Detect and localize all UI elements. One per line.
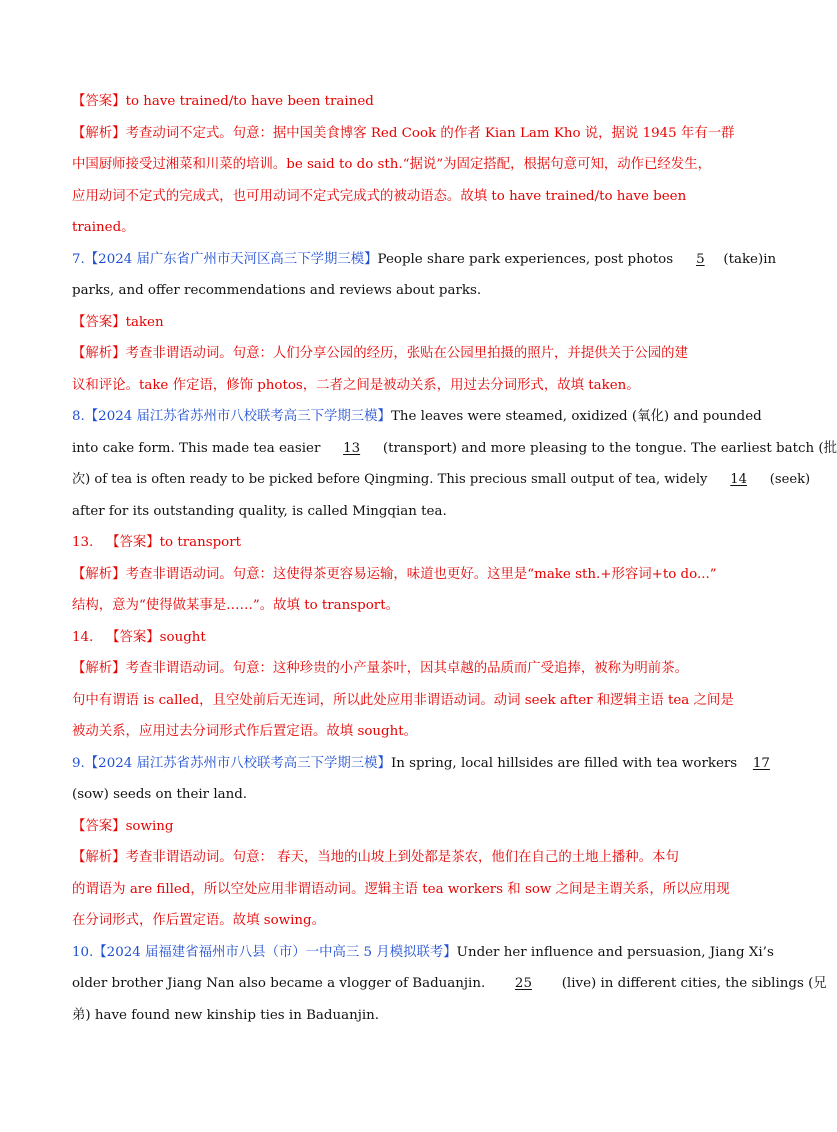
blank-number: 5 xyxy=(696,251,705,267)
analysis-line: 【解析】考查非谓语动词。句意：人们分享公园的经历，张贴在公园里拍摄的照片，并提供关于公园的建 xyxy=(72,346,688,361)
answer-line: 【答案】taken xyxy=(72,314,164,330)
question-line: after for its outstanding quality, is called Mingqian tea. xyxy=(72,503,447,519)
blank-number: 25 xyxy=(514,976,532,991)
answer-text: to have trained/to have been trained xyxy=(125,94,374,109)
analysis-line: 议和评论。take 作定语，修饰 photos，二者之间是被动关系，用过去分词形式，故填 taken。 xyxy=(72,377,640,393)
question-line: 次) of tea is often ready to be picked before Qingming. This precious small output of tea, widely 14 (seek) xyxy=(72,470,732,502)
analysis-line: 结构，意为“使得做某事是……”。故填 to transport。 xyxy=(72,598,399,613)
question-line: 10.【2024 届福建省福州市八县（市）一中高三 5 月模拟联考】Under her influence and persuasion, Jiang Xi’s xyxy=(72,944,774,960)
answer-text: taken xyxy=(125,314,164,330)
question-line: 8.【2024 届江苏省苏州市八校联考高三下学期三模】The leaves were steamed, oxidized (氧化) and pounded xyxy=(72,409,762,424)
analysis-line: 被动关系，应用过去分词形式作后置定语。故填 sought。 xyxy=(72,724,417,739)
question-line: parks, and offer recommendations and reviews about parks. xyxy=(72,283,482,298)
analysis-line: 【解析】考查动词不定式。句意：据中国美食博客 Red Cook 的作者 Kian Lam Kho 说，据说 1945 年有一群 xyxy=(72,125,735,141)
document-page xyxy=(72,92,837,1037)
question-source: 【2024 届江苏省苏州市八校联考高三下学期三模】 xyxy=(84,409,391,424)
blank-number: 17 xyxy=(752,755,770,771)
answer-line: 【答案】to have trained/to have been trained xyxy=(72,94,374,109)
question-number: 8. xyxy=(72,409,85,424)
answer-text: to transport xyxy=(159,535,242,550)
question-line: 9.【2024 届江苏省苏州市八校联考高三下学期三模】In spring, local hillsides are filled with tea workers 17 xyxy=(72,754,732,786)
question-line: 弟) have found new kinship ties in Baduanjin. xyxy=(72,1007,380,1023)
sub-number: 14. xyxy=(72,629,94,645)
question-number: 7. xyxy=(72,251,85,267)
question-source: 【2024 届江苏省苏州市八校联考高三下学期三模】 xyxy=(84,755,391,771)
answer-text: sowing xyxy=(125,818,174,834)
analysis-line: 【解析】考查非谓语动词。句意： 春天，当地的山坡上到处都是茶农，他们在自己的土地上播种。本句 xyxy=(72,850,679,865)
analysis-line: 在分词形式，作后置定语。故填 sowing。 xyxy=(72,913,325,928)
question-number: 10. xyxy=(72,944,94,960)
analysis-line: 句中有谓语 is called，且空处前后无连词，所以此处应用非谓语动词。动词 seek after 和逻辑主语 tea 之间是 xyxy=(72,692,734,708)
question-line: 7.【2024 届广东省广州市天河区高三下学期三模】People share park experiences, post photos 5 (take)in xyxy=(72,250,732,282)
analysis-line: 【解析】考查非谓语动词。句意：这种珍贵的小产量茶叶，因其卓越的品质而广受追捧，被称为明前茶。 xyxy=(72,661,688,676)
analysis-line: 【解析】考查非谓语动词。句意：这使得茶更容易运输，味道也更好。这里是“make sth.+形容词+to do...” xyxy=(72,566,717,582)
answer-line: 14. 【答案】sought xyxy=(72,629,206,645)
analysis-line: 中国厨师接受过湘菜和川菜的培训。be said to do sth.“据说”为固定搭配，根据句意可知，动作已经发生， xyxy=(72,157,711,172)
question-source: 【2024 届福建省福州市八县（市）一中高三 5 月模拟联考】 xyxy=(93,944,457,960)
answer-text: sought xyxy=(159,629,206,645)
answer-line: 【答案】sowing xyxy=(72,818,174,834)
question-source: 【2024 届广东省广州市天河区高三下学期三模】 xyxy=(84,251,378,267)
sub-number: 13. xyxy=(72,535,94,550)
blank-number: 13 xyxy=(343,440,361,456)
question-line: older brother Jiang Nan also became a vlogger of Baduanjin. 25 (live) in different cities, the siblings (兄 xyxy=(72,974,732,1006)
analysis-line: 应用动词不定式的完成式，也可用动词不定式完成式的被动语态。故填 to have trained/to have been xyxy=(72,188,687,204)
analysis-line: trained。 xyxy=(72,220,135,235)
question-line: into cake form. This made tea easier 13 (transport) and more pleasing to the tongue. The earliest batch (批 xyxy=(72,439,732,471)
answer-line: 13. 【答案】to transport xyxy=(72,535,242,550)
question-number: 9. xyxy=(72,755,85,771)
blank-number: 14 xyxy=(730,472,747,487)
question-line: (sow) seeds on their land. xyxy=(72,787,248,802)
analysis-line: 的谓语为 are filled，所以空处应用非谓语动词。逻辑主语 tea workers 和 sow 之间是主谓关系，所以应用现 xyxy=(72,881,730,897)
